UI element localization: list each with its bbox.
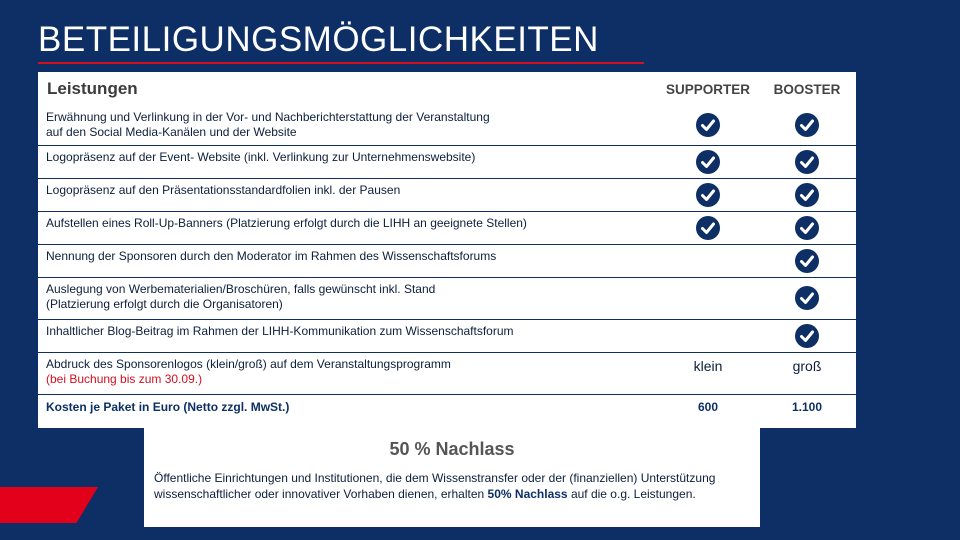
booster-price: 1.100 (791, 399, 823, 414)
booster-cell (758, 211, 856, 244)
supporter-cell (658, 106, 758, 145)
row-text: Inhaltlicher Blog-Beitrag im Rahmen der LIHH-Kommunikation zum Wissenschaftsforum (46, 323, 514, 338)
page-title: BETEILIGUNGSMÖGLICHKEITEN (38, 20, 599, 59)
table-row (38, 106, 856, 145)
discount-title: 50 % Nachlass (389, 439, 515, 459)
booster-value: groß (758, 352, 856, 394)
header-leistungen: Leistungen (47, 79, 138, 98)
cost-label: Kosten je Paket in Euro (Netto zzgl. MwSt.) (46, 399, 290, 414)
discount-box (144, 428, 760, 527)
table-row (38, 244, 856, 277)
checkmark-icon (696, 150, 720, 174)
checkmark-icon (795, 216, 819, 240)
deadline-note: (bei Buchung bis zum 30.09.) (46, 371, 203, 386)
table-row (38, 211, 856, 244)
header-booster: BOOSTER (773, 81, 841, 97)
booster-cell (758, 106, 856, 145)
row-text: Abdruck des Sponsorenlogos (klein/groß) auf dem Veranstaltungsprogramm (46, 356, 451, 371)
title-underline (38, 62, 644, 64)
row-text: Erwähnung und Verlinkung in der Vor- und Nachberichterstattung der Veranstaltung (46, 110, 490, 124)
row-description (38, 319, 658, 352)
booster-cell (758, 145, 856, 178)
supporter-price: 600 (697, 399, 719, 414)
row-text-line2: (Platzierung erfolgt durch die Organisatoren) (46, 296, 283, 311)
row-description (38, 178, 658, 211)
supporter-cell (658, 319, 758, 352)
discount-body (154, 470, 750, 502)
row-description (38, 145, 658, 178)
table-row (38, 145, 856, 178)
supporter-value: klein (658, 352, 758, 394)
booster-cell (758, 277, 856, 319)
row-description (38, 352, 658, 394)
row-description (38, 106, 658, 145)
checkmark-icon (696, 113, 720, 137)
row-description (38, 244, 658, 277)
supporter-cell (658, 277, 758, 319)
booster-cell (758, 244, 856, 277)
discount-text-1: Öffentliche Einrichtungen und Institutionen, die dem Wissenstransfer oder der (finanziellen) Unterstützung wissenschaftlicher oder innovativer Vorhaben dienen, erhalten (154, 471, 716, 501)
row-description (38, 211, 658, 244)
checkmark-icon (696, 183, 720, 207)
row-text: Logopräsenz auf den Präsentationsstandardfolien inkl. der Pausen (46, 182, 401, 197)
row-text-line2: auf den Social Media-Kanälen und der Website (46, 125, 297, 139)
booster-cell (758, 319, 856, 352)
red-accent-stripe (0, 487, 98, 523)
checkmark-icon (795, 249, 819, 273)
checkmark-icon (795, 113, 819, 137)
table-row (38, 178, 856, 211)
discount-highlight: 50% Nachlass (487, 487, 568, 501)
header-supporter: SUPPORTER (665, 81, 750, 97)
row-text: Nennung der Sponsoren durch den Moderator im Rahmen des Wissenschaftsforums (46, 248, 497, 263)
table-row-cost (38, 394, 856, 428)
booster-cell (758, 178, 856, 211)
checkmark-icon (795, 324, 819, 348)
checkmark-icon (795, 183, 819, 207)
table-row (38, 277, 856, 319)
row-text: Auslegung von Werbematerialien/Broschüren, falls gewünscht inkl. Stand (46, 281, 436, 296)
checkmark-icon (696, 216, 720, 240)
row-description (38, 277, 658, 319)
row-text: Logopräsenz auf der Event- Website (inkl. Verlinkung zur Unternehmenswebsite) (46, 149, 476, 164)
supporter-cell (658, 244, 758, 277)
discount-text-2: auf die o.g. Leistungen. (567, 487, 696, 501)
benefits-table (38, 72, 856, 428)
table-row (38, 319, 856, 352)
row-text: Aufstellen eines Roll-Up-Banners (Platzierung erfolgt durch die LIHH an geeignete Stellen) (46, 215, 527, 230)
checkmark-icon (795, 150, 819, 174)
supporter-cell (658, 211, 758, 244)
checkmark-icon (795, 286, 819, 310)
supporter-cell (658, 178, 758, 211)
table-row-logo-print (38, 352, 856, 394)
supporter-cell (658, 145, 758, 178)
